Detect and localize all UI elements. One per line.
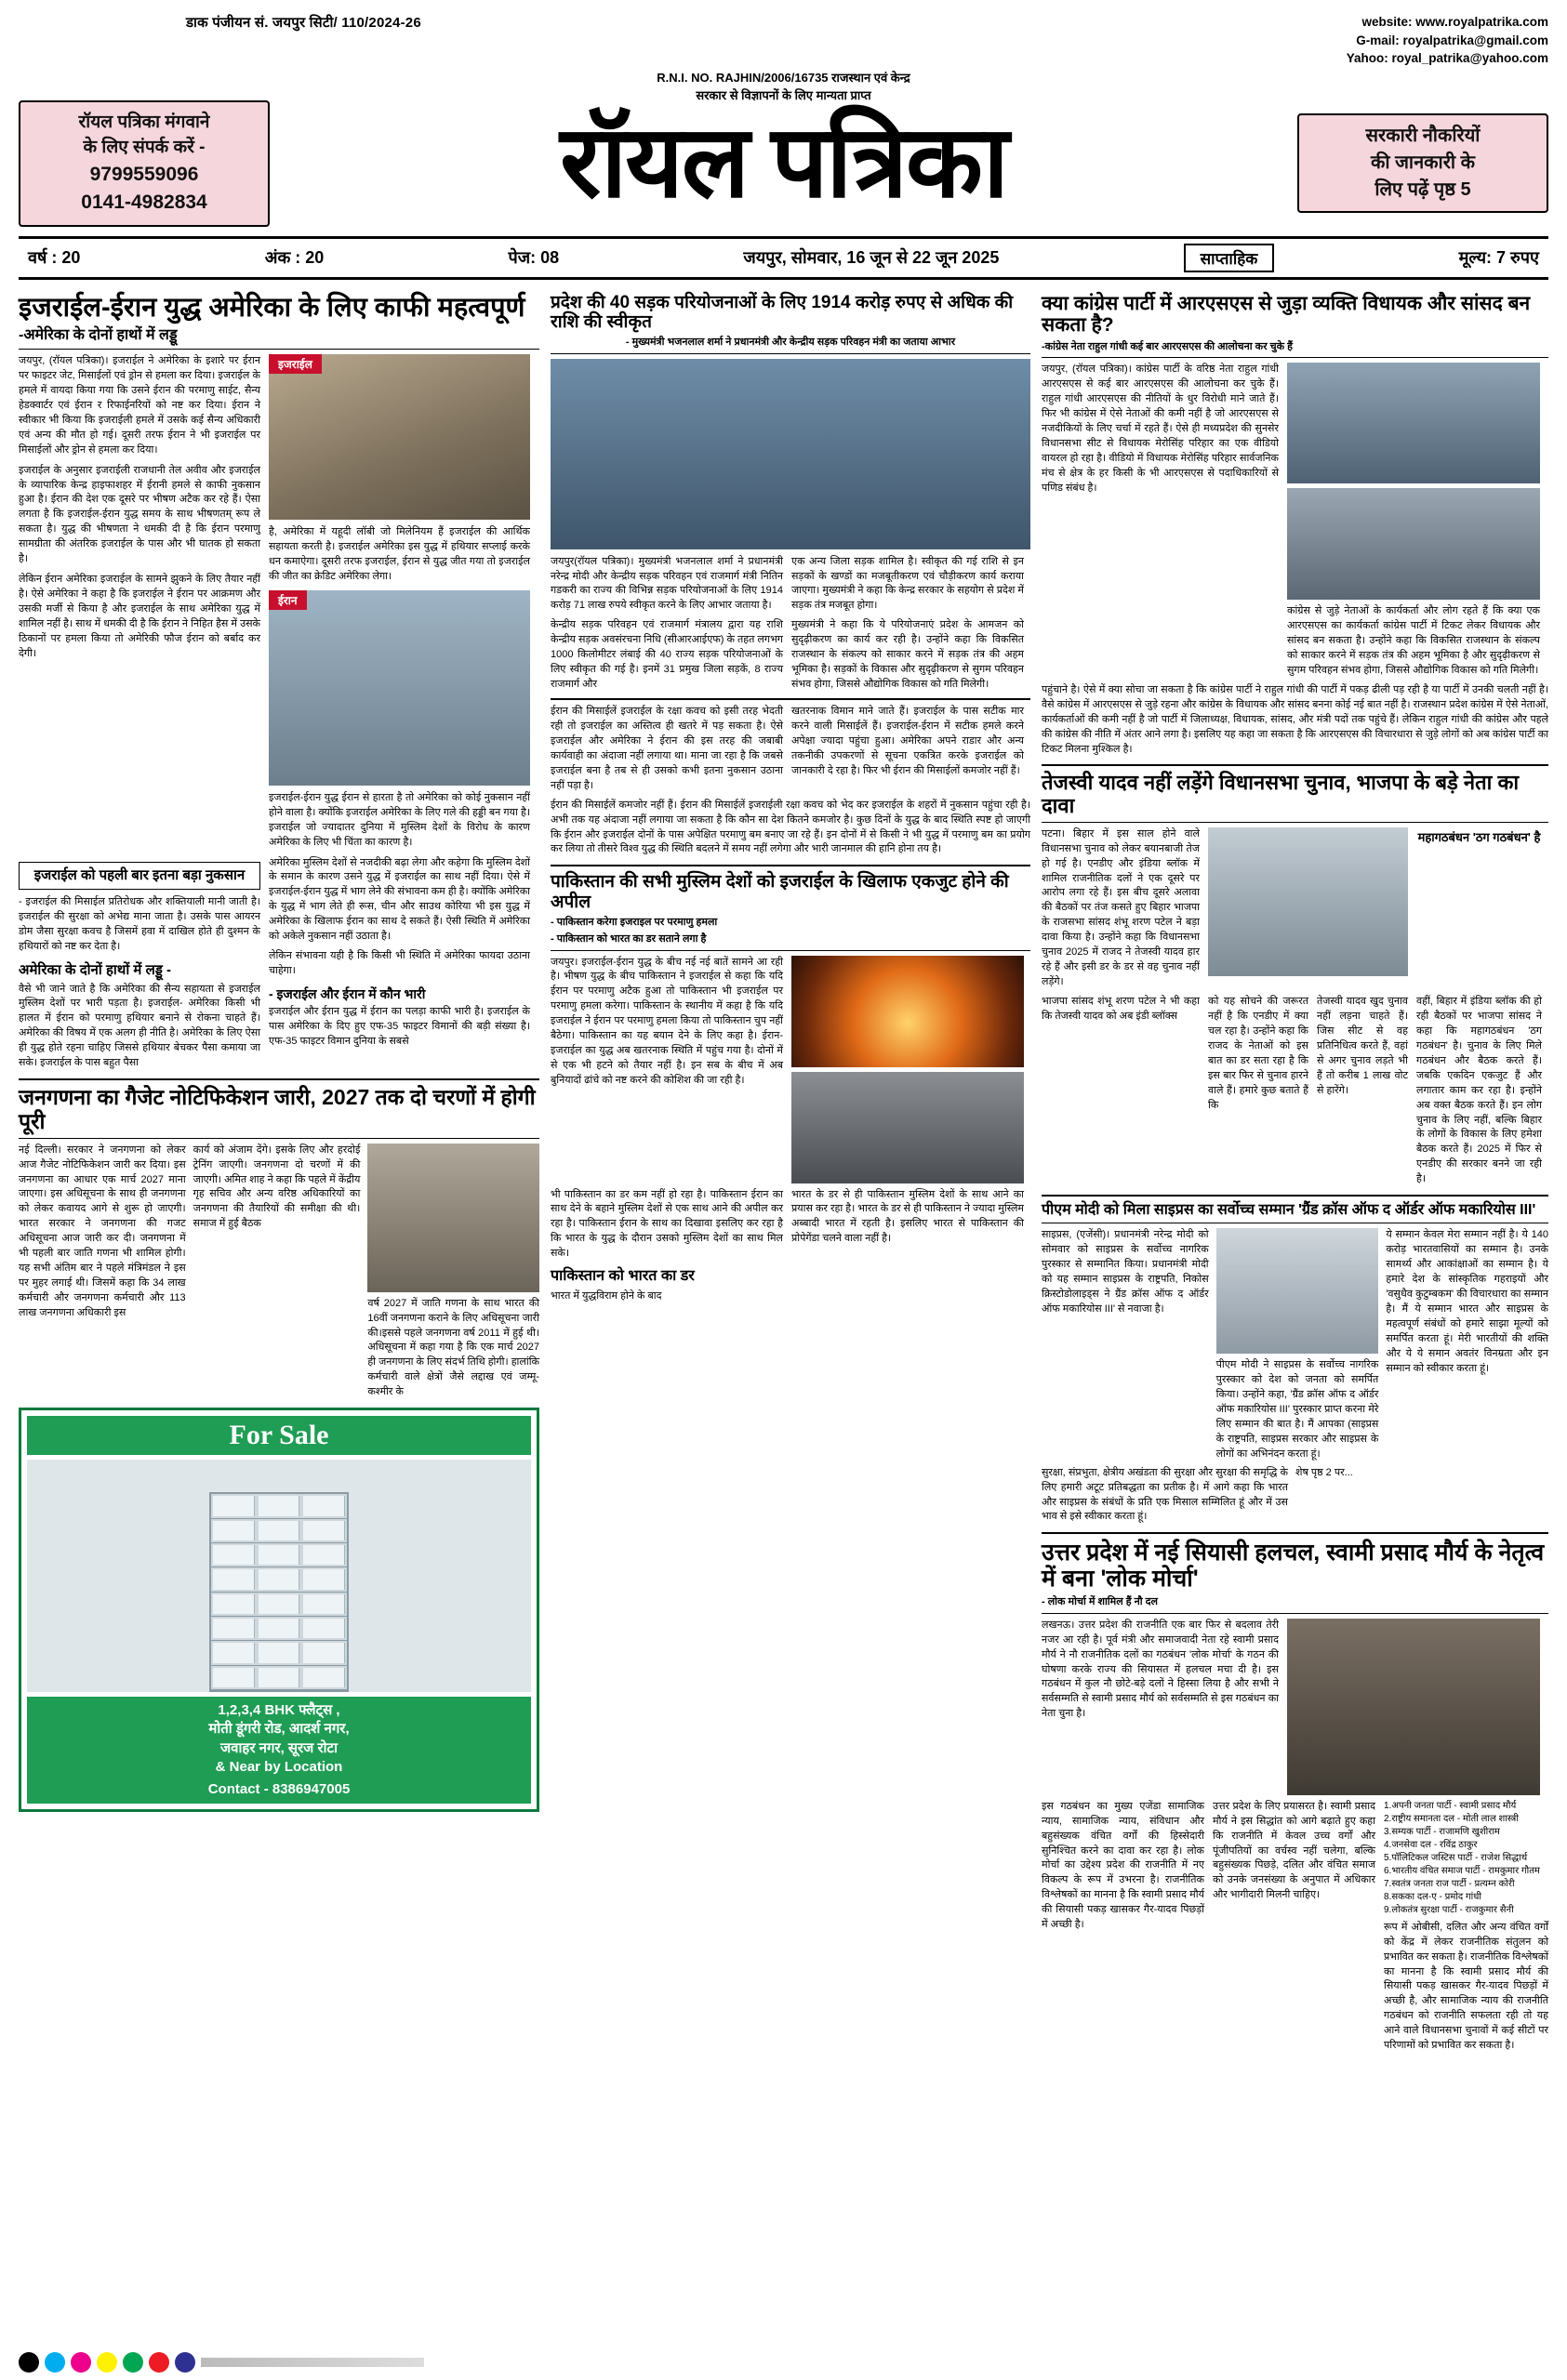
lead-mid-para-2: ईरान की मिसाईलें कमजोर नहीं हैं। ईरान की मिसाईलें इजराईली रक्षा कवच को भेद कर इजराईल के शहरों में नुकसान पहुंचा रही है। अभी तक यह अंदाजा नहीं लगाया जा सकता है कि कौन सा देश कितने कमजोर है। कुछ दिनों के युद्ध के बाद स्थिति स्पष्ट हो जाएगी कि ईरान और इजराईल दोनों के पास अपेक्षित परमाणु बम बनाए जा रहे हैं। इन दोनों में से किसी ने भी युद्ध में परमाणु बम का प्रयोग कर लिया तो तीसरे विश्व युद्ध की स्थिति बदलने में समय नहीं लगेगा और भारी जानमाल की हानि होना तय है। xyxy=(551,799,1030,855)
yahoo-line: Yahoo: royal_patrika@yahoo.com xyxy=(1346,51,1548,66)
who-is-stronger-head: - इजराईल और ईरान में कौन भारी xyxy=(269,986,426,1002)
ad-contact[interactable]: Contact - 8386947005 xyxy=(207,1781,351,1798)
ad-building-illustration xyxy=(27,1460,531,1692)
israel-loss-head: इजराईल को पहली बार इतना बड़ा नुकसान xyxy=(33,866,246,883)
roads-headline: प्रदेश की 40 सड़क परियोजनाओं के लिए 1914 करोड़ रुपए से अधिक की राशि की स्वीकृत xyxy=(551,292,1014,333)
subscribe-line-2: के लिए संपर्क करें - xyxy=(83,138,206,158)
issue-number: अंक : 20 xyxy=(264,248,325,268)
roads-subhead: - मुख्यमंत्री भजनलाल शर्मा ने प्रधानमंत्री और केन्द्रीय सड़क परिवहन मंत्री का जताया आभार xyxy=(625,337,956,349)
census-para-3: वर्ष 2027 में जाति गणना के साथ भारत की 16वीं जनगणना कराने के लिए अधिसूचना जारी की।इससे पहले जनगणना वर्ष 2011 में हुई थी। अधिसूचना में कहा गया है कि एक मार्च 2027 ही जनगणना के लिए संदर्भ तिथि होगी। हालांकि कर्मचारी वाले क्षेत्रों जैसे लद्दाख एवं जम्मू-कश्मीर के xyxy=(367,1297,539,1398)
lead-col2-para-2: इजराईल-ईरान युद्ध ईरान से हारता है तो अमेरिका को कोई नुकसान नहीं होने वाला है। क्योंकि इजराईल अमेरिका के लिए गले की हड्डी बन गया है। इजराईल जो ज्यादातर दुनिया में मुस्लिम देशों के विरोध के कारण अमेरिका के लिए भी चिंता का कारण है। xyxy=(269,791,530,848)
alliance-party-8: 8.सकका दल-ए - प्रमोद गांधी xyxy=(1384,1891,1481,1902)
pakistan-para-1: जयपुर। इजराईल-ईरान युद्ध के बीच नई नई बातें सामने आ रही है। भीषण युद्ध के बीच पाकिस्तान ने इजराईल से कहा कि यदि ईरान पर परमाणु अटैक हुआ तो पाकिस्तान भी इजराईल पर परमाणु हमला करेगा। पाकिस्तान के स्थानीय में कहा है कि यदि इजराईल ने ईरान पर परमाणु हमला किया तो पाकिस्तान चुप नहीं बैठेगा। पाकिस्तान का यह बयान देने के लिए कहा है। ईरान-इजराईल का युद्ध अब खतरनाक स्थिति में पहुंच गया है। दोनों में से एक भी हटने को तैयार नहीं है। इन सब के बीच में अब बुनियादों ढांचे को नष्ट करने की कोशिश की जा रही है। xyxy=(551,956,783,1087)
ad-line-1: 1,2,3,4 BHK फ्लैट्स , xyxy=(218,1702,340,1719)
top-strip xyxy=(19,13,1548,68)
masthead xyxy=(19,100,1548,227)
main-content xyxy=(19,287,1548,2054)
price: मूल्य: 7 रुपए xyxy=(1458,248,1539,268)
govt-jobs-line-2: की जानकारी के xyxy=(1370,152,1476,174)
modi-award-para-4: सुरक्षा, संप्रभुता, क्षेत्रीय अखंडता की सुरक्षा और सुरक्षा की समृद्धि के लिए हमारी अटूट प्रतिबद्धता का प्रतीक है। में आगे कहा कि भारत और साइप्रस के संबंधों के प्रति एक मिसाल सम्मिलित हूं और में उस भाव से इसे स्वीकार करता हूं। xyxy=(1042,1466,1288,1523)
issue-info-bar xyxy=(19,236,1548,280)
cmyk-registration-marks xyxy=(19,2352,424,2373)
roads-para-4: मुख्यमंत्री ने कहा कि ये परियोजनाएं प्रदेश के आमजन को सुदृढ़ीकरण का कार्य कर रही है। उन्होंने कहा कि विकसित राजस्थान के संकल्प को साकार करने में सड़क तंत्र की अहम भूमिका है। सड़कों के विकास और सुदृढ़ीकरण से सुगम परिवहन संभव होगा, जिससे औद्योगिक विकास को गति मिलेगी। xyxy=(791,619,1024,691)
tejashwi-para-2: भाजपा सांसद शंभू शरण पटेल ने भी कहा कि तेजस्वी यादव को अब इंडी ब्लॉक्स xyxy=(1042,996,1200,1022)
govt-jobs-line-1: सरकारी नौकरियों xyxy=(1365,126,1481,147)
alliance-party-1: 1.अपनी जनता पार्टी - स्वामी प्रसाद मौर्य xyxy=(1384,1800,1517,1811)
tejashwi-para-3: को यह सोचने की जरूरत नहीं है कि एनडीए में क्या चल रहा है। उन्होंने कहा कि राजद के नेताओं को इस बात का डर सता रहा है कि इस बार फिर से चुनाव हारने वाले हैं। हमारे कुछ बताते हैं कि xyxy=(1208,996,1308,1111)
tejashwi-para-4: तेजस्वी यादव खुद चुनाव नहीं लड़ना चाहते हैं। जिस सीट से वह प्रतिनिधित्व करते हैं, वहां से अगर चुनाव लड़ते भी हैं तो करीब 1 लाख वोट से हारेंगे। xyxy=(1317,996,1408,1096)
modi-ceremony-photo xyxy=(1216,1228,1379,1354)
alliance-party-6: 6.भारतीय वंचित समाज पार्टी - रामकुमार गौतम xyxy=(1384,1865,1540,1876)
subscribe-phone-2: 0141-4982834 xyxy=(81,192,207,214)
subscribe-line-1: रॉयल पत्रिका मंगवाने xyxy=(78,112,210,132)
gmail-line: G-mail: royalpatrika@gmail.com xyxy=(1356,33,1548,47)
lead-para-1: जयपुर, (रॉयल पत्रिका)। इजराईल ने अमेरिका के इशारे पर ईरान पर फाइटर जेट, मिसाईलों एवं ड्रोन से हमला कर दिया। इजराईल के हमले में वायदा किया गया कि उसने ईरान की परमाणु साईट, सैन्य हेडक्वार्टर एवं ईरान र रिफाईनरियों को नष्ट कर दिया। ईरान ने स्वीकार भी किया कि इजराईली हमले में उसके कई सैन्य अधिकारी एवं अन्य की मौत हो गई। दूसरी तरफ ईरान ने भी इजराईल पर मिसाईलों और ड्रोन से हमला कर दिया। xyxy=(19,355,260,456)
census-meeting-photo xyxy=(367,1144,539,1292)
ad-title: For Sale xyxy=(27,1416,531,1455)
america-benefit-text: वैसे भी जाने जाते है कि अमेरिका की सैन्य सहायता से इजराईल मुस्लिम देशों पर भारी पड़ता है। इजराईल- अमेरिका किसी भी हालत में ईरान को परमाणु हथियार बनाने से रोकना चाहते हैं। अमेरिका की विषय में एक अलग ही नीति है। अमेरिका के लिए ऐसा ही युद्ध होते रहना चाहिए जिससे हथियार बेचकर पैसा कमाया जा सके। इजराईल के पास बहुत पैसा xyxy=(19,983,260,1069)
tejashwi-headline: तेजस्वी यादव नहीं लड़ेंगे विधानसभा चुनाव, भाजपा के बड़े नेता का दावा xyxy=(1042,771,1520,818)
congress-rss-para-3: पहुंचाने है। ऐसे में क्या सोचा जा सकता है कि कांग्रेस पार्टी ने राहुल गांधी की पार्टी में पकड़ ढीली पड़ रही है या पार्टी में उनकी चलती नहीं है। वैसे कांग्रेस में आरएसएस से जुड़े रहना और कांग्रेस के विधायक और सांसद बनना कोई नई बात नहीं है। राजस्थान प्रदेश कांग्रेस में ऐसे नेताओं, कार्यकर्ताओं की कमी नहीं है जो पार्टी में जिलाध्यक्ष, विधायक, सांसद, और मंत्री पदों तक पहुंचे हैं। लेकिन राहुल गांधी की कांग्रेस और पहले की कांग्रेस की नीति में अंतर आने लगा है। इसलिए यह कहा जा सकता है कि आरएसएस की विचारधारा से जुड़े लोगों को अब कांग्रेस पार्टी का टिकट मिलना मुश्किल है। xyxy=(1042,683,1548,755)
israel-photo-caption: इजराईल xyxy=(269,354,322,374)
congress-rss-para-2: कांग्रेस से जुड़े नेताओं के कार्यकर्ता और लोग रहते हैं कि क्या एक आरएसएस का कार्यकर्ता कांग्रेस पार्टी में टिकट लेकर विधायक और सांसद बन सकता है। उन्होंने कहा कि विकसित राजस्थान के संकल्प को साकार करने में सड़क तंत्र की अहम भूमिका है और सुदृढ़ीकरण से सुगम परिवहन संभव होगा, जिससे औद्योगिक विकास को गति मिलेगी। xyxy=(1287,605,1540,676)
up-closing-para: रूप में ओबीसी, दलित और अन्य वंचित वर्गों को केंद्र में लेकर राजनीतिक संतुलन को प्रभावित कर सकता है। राजनीतिक विश्लेषकों का मानना है कि स्वामी प्रसाद मौर्य की सियासी पकड़ खासकर गैर-यादव पिछड़ों में अच्छी है, और सामाजिक न्याय की राजनीति गठबंधन को राजनीति सफलता रही तो यह आने वाले विधानसभा चुनावों में कई सीटों पर परिणामों को प्रभावित कर सकता है। xyxy=(1384,1921,1548,2052)
lead-col2-para-3: अमेरिका मुस्लिम देशों से नजदीकी बढ़ा लेगा और कहेगा कि मुस्लिम देशों के समान के कारण उसने युद्ध में इजराईल का साथ नहीं दिया। ऐसे में इजराईल-ईरान युद्ध में भाग लेने की संभावना कम ही है। क्योंकि अमेरिका के युद्ध में भाग लेते ही रूस, चीन और साउथ कोरिया भी इस युद्ध में अमेरिका के खिलाफ ईरान का साथ दे सकते हैं। ऐसी स्थिति में अमेरिका को अकेले नुकसान नहीं उठाता है। xyxy=(269,856,530,943)
alliance-party-7: 7.स्वतंत्र जनता राज पार्टी - प्रत्यम्न कोरी xyxy=(1384,1878,1515,1889)
census-para-1: नई दिल्ली। सरकार ने जनगणना को लेकर आज गैजेट नोटिफिकेशन जारी कर दिया। इस जनगणना का आधार एक मार्च 2027 माना जाएगा। इस अधिसूचना के साथ ही जनगणना को लेकर कवायद आगे से शुरू हो जाएगी। भारत सरकार ने जनगणना की गजट अधिसूचना आज जारी कर दी। जनगणना में भी पहली बार जाति गणना भी शामिल होगी। यह सभी अंतिम बार ने पहले मंत्रिमंडल ने इस पर मुहर लगाई थी। जिसमें कहा कि 34 लाख कर्मचारी और जनगणना कर्मचारी और 113 लाख जनगणना अधिकारी इस xyxy=(19,1144,186,1318)
lead-para-2: इजराईल के अनुसार इजराईली राजधानी तेल अवीव और इजराईल के व्यापारिक केन्द्र हाइफाशहर में ईरानी हमले से काफी नुकसान हुआ है। ईरान की देश एक दूसरे पर भीषण अटैक कर रहे हैं। ऐसा लगता है कि इजराईल-ईरान युद्ध समय के साथ भीषणतम् रूप ले सकता है। युद्ध की भीषणता ने धमकी दी है कि ईरान परमाणु सामग्रीता की अंतरिक इजराईल के पास और भी घातक हो सकता है। xyxy=(19,464,260,565)
ad-line-3: जवाहर नगर, सूरज रोटा xyxy=(220,1739,338,1756)
roads-para-3: एक अन्य जिला सड़क शामिल है। स्वीकृत की गई राशि से इन सड़कों के खण्डों का मजबूतीकरण एवं चौड़ीकरण कार्य कराया जाएगा। मुख्यमंत्री ने कहा कि केन्द्र सरकार के सहयोग से प्रदेश में सड़क तंत्र मजबूत होगा। xyxy=(791,555,1024,612)
israel-loss-text: - इजराईल की मिसाईल प्रतिरोधक और शक्तियाली मानी जाती है। इजराईल की सुरक्षा को अभेद्य माना जाता है। उसके पास आयरन डोम जैसा सुरक्षा कवच है जिसमें हवा में दाखिल होते ही दुश्मन के हथियारों को नष्ट कर देता है। xyxy=(19,896,260,953)
ad-details xyxy=(27,1697,531,1804)
pakistan-para-2: भी पाकिस्तान का डर कम नहीं हो रहा है। पाकिस्तान ईरान का साथ देने के बहाने मुस्लिम देशों से एक साथ आने की अपील कर रहा है। पाकिस्तान ईरान के साथ का दिखावा इसलिए कर रहा है कि भारत के युद्ध के दौरान उसको मुस्लिम देशों का साथ मिल सके। xyxy=(551,1188,783,1260)
govt-jobs-box xyxy=(1297,113,1548,213)
up-para-3: उत्तर प्रदेश के लिए प्रयासरत है। स्वामी प्रसाद मौर्य ने इस सिद्धांत को आगे बढ़ाते हुए कहा कि राजनीति में केवल उच्च वर्गों और पूंजीपतियों का वर्चस्व नहीं चलेगा, बल्कि बहुसंख्यक पिछड़े, दलित और वंचित समाज को उनके जनसंख्या के अनुपात में अधिकार और भागीदारी मिलनी चाहिए। xyxy=(1213,1800,1375,1901)
lead-col2-para-1: है, अमेरिका में यहूदी लॉबी जो मिलेनियम हैं इजराईल की आर्थिक सहायता करती है। इजराईल अमेरिका इस युद्ध में हथियार सप्लाई करके धन कमाऐगा। दूसरी तरफ इजराईल, ईरान से युद्ध जीत गया तो इजराईल की जीत का क्रेडिट अमेरिका लेगा। xyxy=(269,526,530,582)
tejashwi-photo xyxy=(1208,827,1408,976)
thug-alliance-text: वहीं, बिहार में इंडिया ब्लॉक की हो रही बैठकों पर भाजपा सांसद ने कहा कि महागठबंधन 'ठग गठबंधन' है। चुनाव के लिए मिले गठबंधन और बैठक करते हैं। जबकि एकदिन एकजुट हैं और लगातार काम कर रहा है। इन्होंने अब वक्त बैठक करते हैं। इन लोग चुनाव के लिए नहीं, बल्कि बिहार के लोगों के विकास के लिए हमेशा बैठक करते हैं। 2025 में फिर से एनडीए की सरकार बनने जा रही है। xyxy=(1416,996,1542,1185)
lead-subhead: -अमेरिका के दोनों हाथों में लड्डू xyxy=(19,327,178,344)
thug-alliance-head: महागठबंधन 'ठग गठबंधन' है xyxy=(1417,829,1541,844)
modi-award-headline: पीएम मोदी को मिला साइप्रस का सर्वोच्च सम्मान 'ग्रैंड क्रॉस ऑफ द ऑर्डर ऑफ मकारियोस III' xyxy=(1042,1202,1536,1219)
lead-col2-para-4: लेकिन संभावना यही है कि किसी भी स्थिति में अमेरिका फायदा उठाना चाहेगा। xyxy=(269,950,530,977)
place-date: जयपुर, सोमवार, 16 जून से 22 जून 2025 xyxy=(743,248,1000,268)
contact-block xyxy=(1347,13,1548,68)
congress-rss-para-1: जयपुर, (रॉयल पत्रिका)। कांग्रेस पार्टी के वरिष्ठ नेता राहुल गांधी आरएसएस से कई बार आरएसएस की आलोचना कर चुके हैं। राहुल गांधी आरएसएस की नीतियों के धुर विरोधी माने जाते हैं। फिर भी कांग्रेस में ऐसे नेताओं की कमी नहीं है जो आरएसएस से नजदीकियों के लिए चर्चा में रहते हैं। ऐसे ही मध्यप्रदेश की सुनसेर विधानसभा सीट से विधायक मेरोसिंह परिहार का एक वीडियो वायरल हो रहा है। वीडियो में विधायक मेरोसिंह परिहार सार्वजनिक मंच से क्षेत्र के हर किसी के भी आरएसएस से पदाधिकारियों से पणिड संबंध है। xyxy=(1042,364,1279,494)
frequency-badge: साप्ताहिक xyxy=(1184,244,1275,272)
postal-registration: डाक पंजीयन सं. जयपुर सिटी/ 110/2024-26 xyxy=(186,15,421,31)
alliance-party-3: 3.सम्यक पार्टी - राजामणि खुशीराम xyxy=(1384,1826,1500,1837)
lead-mid-para-1: ईरान की मिसाईलें इजराईल के रक्षा कवच को इसी तरह भेदती रही तो इजराईल का अस्तित्व ही खतरे में पड़ सकता है। ऐसे इजराईल और अमेरिका ने ईरान की इस तरह की जबाबी कार्यवाही का अंदाजा नहीं लगाया था। माना जा रहा है कि जबसे इजराईल बना है तब से ही उसको कभी इतना नुकसान उठाना नहीं पड़ा है। xyxy=(551,706,783,791)
up-para-2: इस गठबंधन का मुख्य एजेंडा सामाजिक न्याय, सामाजिक न्याय, संविधान और बहुसंख्यक वंचित वर्गों की हिस्सेदारी सुनिश्चित करने का दावा कर रहा है। लोक मोर्चा का उद्देश्य प्रदेश की राजनीति में नए विकल्प के रूप में उभरना है। राजनीतिक विश्लेषकों का मानना है कि स्वामी प्रसाद मौर्य की सियासी पकड़ खासकर गैर-यादव पिछड़ों में अच्छी है। xyxy=(1042,1800,1204,1931)
middle-column xyxy=(551,287,1030,2054)
alliance-party-list xyxy=(1384,1800,1548,1917)
rahul-gandhi-photo xyxy=(1287,363,1540,483)
alliance-party-2: 2.राष्ट्रीय समानता दल - मोती लाल शास्त्री xyxy=(1384,1813,1519,1824)
congress-rss-headline: क्या कांग्रेस पार्टी में आरएसएस से जुड़ा व्यक्ति विधायक और सांसद बन सकता है? xyxy=(1042,292,1531,337)
israel-damage-photo xyxy=(269,354,530,520)
iran-photo-caption: ईरान xyxy=(269,590,307,610)
right-column xyxy=(1042,287,1548,2054)
modi-award-para-3: ये सम्मान केवल मेरा सम्मान नहीं है। ये 140 करोड़ भारतवासियों का सम्मान है। उनके सामर्थ्य और आकांक्षाओं का सम्मान है। ये हमारे देश के सांस्कृतिक गहराइयों और 'वसुधैव कुटुम्बकम' की विचारधारा का सम्मान है। मैं ये सम्मान भारत और साइप्रस के महत्वपूर्ण संबंधों को हमारे साझा मूल्यों को समर्पित करता हूं। मेरी भारतीयों की शक्ति और ये ये समान अवतंर विनम्रता और इन सम्मान को स्वीकार करता हूं। xyxy=(1386,1229,1548,1374)
lead-para-3: लेकिन ईरान अमेरिका इजराईल के सामने झुकने के लिए तैयार नहीं है। ऐसे अमेरिका ने कहा है कि इजराईल ने ईरान पर आक्रमण और उसकी मर्जी से किया है और इजराईल के साथ अमेरिका युद्ध में शामिल नहीं है। साथ में धमकी दी है कि ईरान ने निहित हैस में उसके ठिकानों पर हमला किया तो अमेरिकी फौज ईरान को बर्बाद कर देगी। xyxy=(19,574,260,659)
rni-line-1: R.N.I. NO. RAJHIN/2006/16735 राजस्थान एवं केन्द्र xyxy=(657,70,910,85)
alliance-party-4: 4.जनसेवा दल - रविंद्र ठाकुर xyxy=(1384,1839,1478,1850)
lok-morcha-press-photo xyxy=(1287,1619,1540,1795)
up-para-1: लखनऊ। उत्तर प्रदेश की राजनीति एक बार फिर से बदलाव तेरी नजर आ रही है। पूर्व मंत्री और समाजवादी नेता रहे स्वामी प्रसाद मौर्य ने नौ राजनीतिक दलों का गठबंधन 'लोक मोर्चा' के गठन की घोषणा करके राज्य की सियासत में हलचल मचा दी है। इस गठबंधन में कुल नौ छोटे-बड़े दलों ने हिस्सा लिया है और सभी ने सर्वसम्मति से स्वामी प्रसाद मौर्य को सर्वसम्मति से इस गठबंधन का नेता चुना है। xyxy=(1042,1619,1279,1720)
up-headline: उत्तर प्रदेश में नई सियासी हलचल, स्वामी प्रसाद मौर्य के नेतृत्व में बना 'लोक मोर्चा' xyxy=(1042,1540,1545,1593)
alliance-party-5: 5.पॉलिटिकल जस्टिस पार्टी - राजेश सिद्धार्थ xyxy=(1384,1852,1528,1863)
lead-mid-para-3: खतरनाक विमान माने जाते हैं। इजराईल के पास सटीक मार करने वाली मिसाईलें हैं। इजराईल-ईरान में सटीक हमले करने अपेक्षा ज्यादा पहुंचा हुआ। अमेरिका अपने राडार और अन्य तकनीकी उपकरणों से सूचना एकत्रित करके इजराईल को जानकारी दे रहा है। फिर भी ईरान की मिसाईलों कमजोर नहीं हैं। xyxy=(791,706,1024,776)
pakistan-para-3: भारत के डर से ही पाकिस्तान मुस्लिम देशों के साथ आने का प्रयास कर रहा है। भारत के डर से ही पाकिस्तान ने ज्यादा मुस्लिम अब्बादी भारत में रहती है। इसलिए भारत से पाकिस्तान की प्रोपेगेंडा चलने वाला नहीं है। xyxy=(791,1188,1025,1245)
left-column xyxy=(19,287,539,2054)
modi-award-more[interactable]: शेष पृष्ठ 2 पर... xyxy=(1295,1466,1353,1478)
pakistan-sub-2: - पाकिस्तान को भारत का डर सताने लगा है xyxy=(551,933,707,945)
newspaper-title: रॉयल पत्रिका xyxy=(560,107,1007,218)
subscribe-phone-1: 9799559096 xyxy=(89,163,199,185)
govt-jobs-line-3: लिए पढ़ें पृष्ठ 5 xyxy=(1374,179,1471,201)
iran-photo xyxy=(269,590,530,786)
pakistan-headline: पाकिस्तान की सभी मुस्लिम देशों को इजराईल के खिलाफ एकजुट होने की अपील xyxy=(551,872,1009,912)
congress-rss-kicker: -कांग्रेस नेता राहुल गांधी कई बार आरएसएस की आलोचना कर चुके हैं xyxy=(1042,340,1294,352)
website-line: website: www.royalpatrika.com xyxy=(1361,15,1548,29)
nuclear-blast-photo xyxy=(791,956,1024,1067)
roads-para-1: जयपुर(रॉयल पत्रिका)। मुख्यमंत्री भजनलाल शर्मा ने प्रधानमंत्री नरेन्द्र मोदी और केन्द्रीय सड़क परिवहन एवं राजमार्ग मंत्री नितिन गडकरी का राज्य की विभिन्न सड़क परियोजनाओं के लिए 1914 करोड़ 71 लाख रुपये स्वीकृत करने के लिए आभार जताया है। xyxy=(551,555,783,612)
up-subhead: - लोक मोर्चा में शामिल हैं नौ दल xyxy=(1042,1596,1158,1608)
ad-line-2: मोती डूंगरी रोड, आदर्श नगर, xyxy=(208,1721,350,1738)
who-is-stronger-text: इजराईल और ईरान युद्ध में ईरान का पलड़ा काफी भारी है। इजराईल के पास अमेरिका के दिए हुए एफ-35 फाइटर विमानों की बड़ी संख्या है। एफ-35 फाइटर विमान दुनिया के सबसे xyxy=(269,1006,530,1048)
census-para-2: कार्य को अंजाम देंगे। इसके लिए और हरदोई ट्रेनिंग जाएगी। जनगणना दो चरणों में की जाएगी। अमित शाह ने कहा कि पहले में केंद्रीय गृह सचिव और अन्य वरिष्ठ अधिकारियों का जनगणना की तैयारियों की समीक्षा की थी। समाज में हुई बैठक xyxy=(193,1144,361,1230)
ad-line-4: & Near by Location xyxy=(215,1758,343,1775)
page-count: पेज: 08 xyxy=(508,248,560,268)
census-headline: जनगणना का गैजेट नोटिफिकेशन जारी, 2027 तक दो चरणों में होगी पूरी xyxy=(19,1085,536,1133)
cm-photo xyxy=(551,359,1030,549)
volume: वर्ष : 20 xyxy=(28,248,81,268)
pakistan-fear-head: पाकिस्तान को भारत का डर xyxy=(551,1268,695,1285)
pakistan-fear-text: भारत में युद्धविराम होने के बाद xyxy=(551,1290,662,1302)
america-benefit-head: अमेरिका के दोनों हाथों में लड्डू - xyxy=(19,962,172,979)
lead-headline: इजराईल-ईरान युद्ध अमेरिका के लिए काफी महत्वपूर्ण xyxy=(19,292,525,323)
rni-line-2: सरकार से विज्ञापनों के लिए मान्यता प्राप्त xyxy=(696,88,871,103)
israel-loss-subbox xyxy=(19,862,260,891)
subscribe-box xyxy=(19,100,270,227)
for-sale-ad[interactable] xyxy=(19,1408,539,1812)
pakistan-sub-1: - पाकिस्तान करेगा इजराइल पर परमाणु हमला xyxy=(551,916,718,928)
leaders-photo xyxy=(791,1072,1024,1183)
modi-award-para-1: साइप्रस, (एजेंसी)। प्रधानमंत्री नरेन्द्र मोदी को सोमवार को साइप्रस के सर्वोच्च नागरिक पुरस्कार से सम्मानित किया। प्रधानमंत्री मोदी को यह सम्मान साइप्रस के राष्ट्रपति, निकोस क्रिस्टोडोलाइड्स ने ग्रैंड क्रॉस ऑफ द ऑर्डर ऑफ मकारियोस III' से नवाजा है। xyxy=(1042,1229,1209,1315)
modi-award-para-2: पीएम मोदी ने साइप्रस के सर्वोच्च नागरिक पुरस्कार को देश को जनता को समर्पित किया। उन्होंने कहा, 'ग्रैंड क्रॉस ऑफ द ऑर्डर ऑफ मकारियोस III' पुरस्कार प्राप्त करना मेरे लिए सम्मान की बात है। मैं आपका (साइप्रस के राष्ट्रपति, साइप्रस सरकार और साइप्रस के लोगों का अभिनंदन करता हूं। xyxy=(1215,1359,1379,1460)
roads-para-2: केन्द्रीय सड़क परिवहन एवं राजमार्ग मंत्रालय द्वारा यह राशि केन्द्रीय सड़क अवसंरचना निधि (सीआरआईएफ) के तहत लगभग 1000 किलोमीटर लंबाई की 40 राज्य सड़क परियोजनाओं के लिए स्वीकृत की गई है। इनमें 31 प्रमुख जिला सड़कें, 8 राज्य राजमार्ग और xyxy=(551,619,784,691)
congress-leaders-photo xyxy=(1287,488,1540,600)
alliance-party-9: 9.लोकतंत्र सुरक्षा पार्टी - राजकुमार सैनी xyxy=(1384,1904,1514,1915)
tejashwi-para-1: पटना। बिहार में इस साल होने वाले विधानसभा चुनाव को लेकर बयानबाजी तेज हो गई है। एनडीए और इंडिया ब्लॉक में शामिल राजनीतिक दलों ने एक दूसरे पर आरोप लगा रहे हैं। इस बीच दूसरे अलावा की बैठकों पर तंज कसते हुए बिहार भाजपा के राजसभा सांसद शंभू शरण पटेल ने बड़ा दावा किया है। उन्होंने कहा कि विधानसभा चुनाव 2025 में राजद ने तेजस्वी यादव हार रहे हैं और इसी डर के डर से वह चुनाव नहीं लड़ेंगे। xyxy=(1042,827,1200,988)
